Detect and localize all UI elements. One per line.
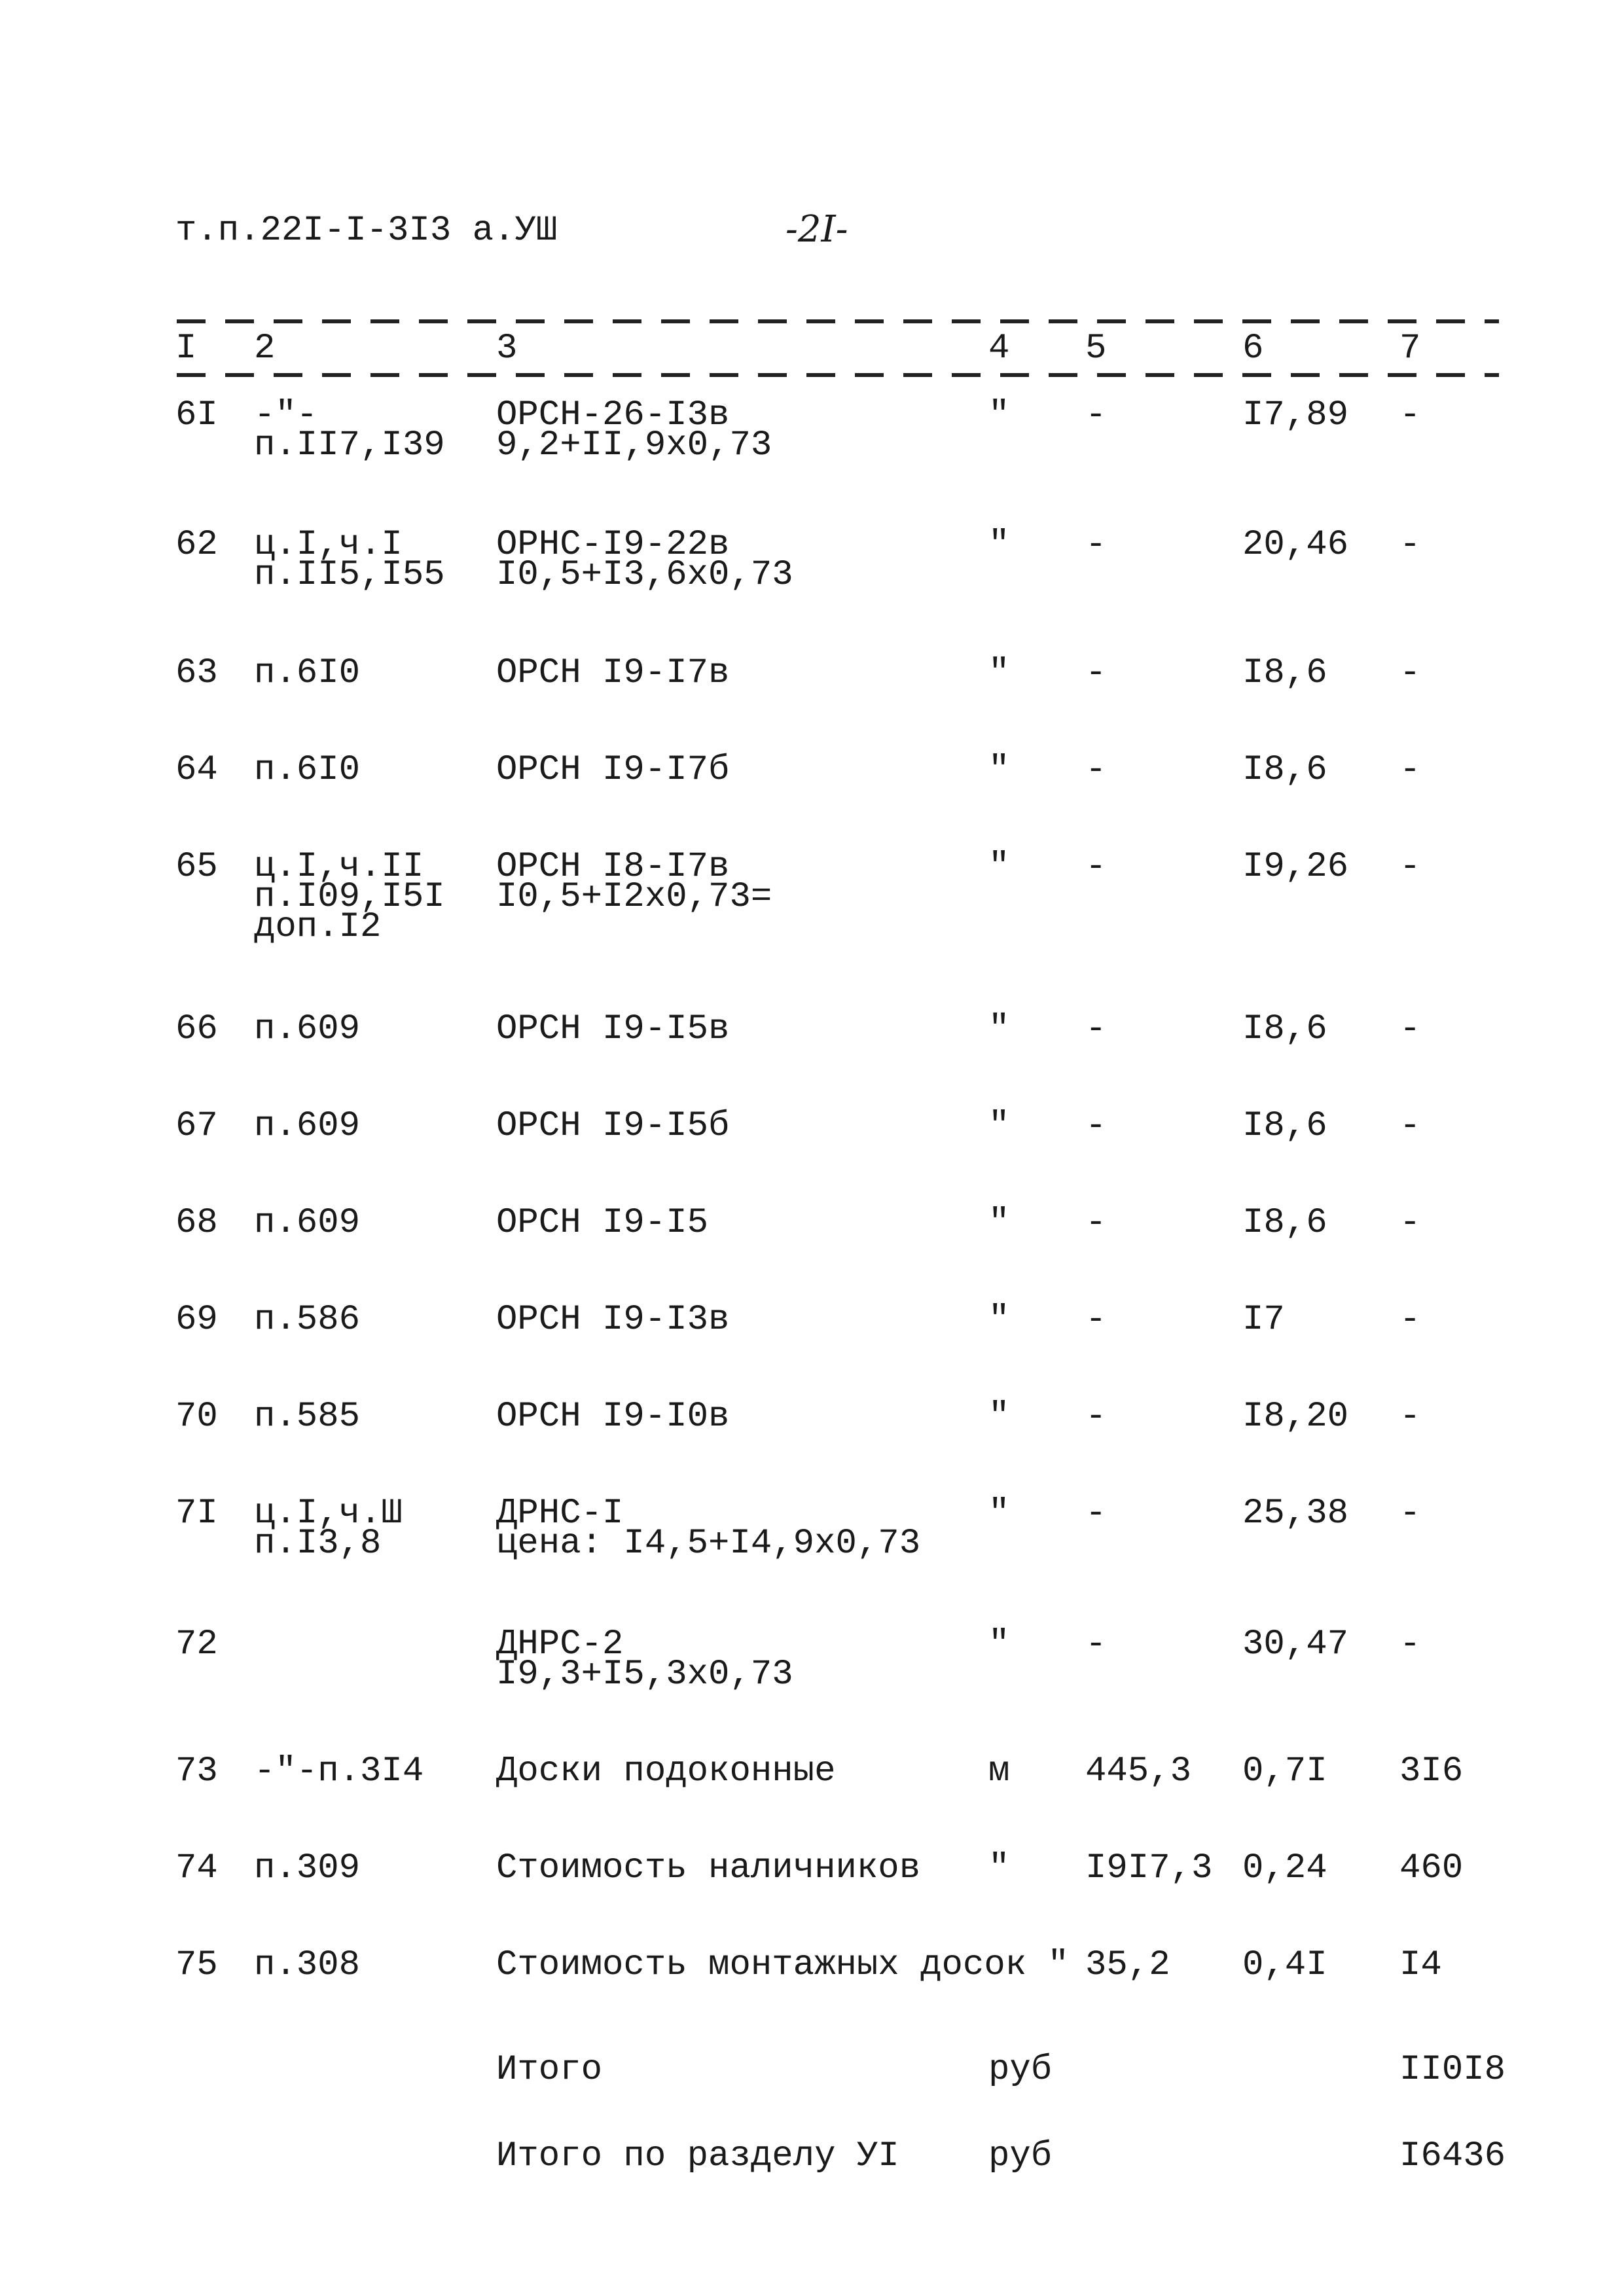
row-quantity: -: [1085, 1397, 1107, 1437]
row-description: [496, 1300, 730, 1340]
row-description: [496, 1397, 730, 1437]
row-price: 0,4I: [1242, 1945, 1327, 1985]
row-description: [496, 1945, 1069, 1985]
row-description: [496, 653, 730, 693]
row-quantity: -: [1085, 395, 1107, 435]
row-description: [496, 1624, 793, 1695]
reference-line: ц.I,ч.I: [254, 525, 403, 565]
row-price: I8,6: [1242, 653, 1327, 693]
row-unit: м: [988, 1751, 1010, 1791]
reference-line: ц.I,ч.Ш: [254, 1494, 403, 1534]
row-price: 25,38: [1242, 1494, 1349, 1534]
row-unit: ": [988, 653, 1010, 693]
row-quantity: -: [1085, 653, 1107, 693]
row-number: 72: [175, 1624, 218, 1664]
row-number: 63: [175, 653, 218, 693]
row-reference: [254, 1300, 361, 1340]
reference-line: п.I09,I5I: [254, 877, 445, 917]
row-unit: ": [988, 847, 1010, 887]
description-line: ОРСН I9-I5: [496, 1203, 709, 1243]
row-total: 3I6: [1399, 1751, 1464, 1791]
description-line: Стоимость монтажных досок ": [496, 1945, 1069, 1985]
row-total: -: [1399, 1009, 1421, 1049]
row-price: 0,7I: [1242, 1751, 1327, 1791]
row-total: -: [1399, 750, 1421, 790]
row-reference: [254, 395, 445, 465]
description-line: ОРСН I9-I3в: [496, 1300, 730, 1340]
reference-line: п.609: [254, 1009, 361, 1049]
row-reference: [254, 1945, 361, 1985]
row-reference: [254, 750, 361, 790]
description-line: цена: I4,5+I4,9х0,73: [496, 1524, 921, 1564]
column-header-4: 4: [988, 329, 1010, 368]
reference-line: п.609: [254, 1106, 361, 1146]
row-price: I8,6: [1242, 1203, 1327, 1243]
row-total: -: [1399, 395, 1421, 435]
total-value: II0I8: [1399, 2050, 1506, 2090]
row-unit: ": [988, 1848, 1010, 1888]
description-line: Стоимость наличников: [496, 1848, 921, 1888]
row-quantity: -: [1085, 525, 1107, 565]
row-reference: [254, 1203, 361, 1243]
row-total: -: [1399, 525, 1421, 565]
row-number: 70: [175, 1397, 218, 1437]
row-reference: [254, 1009, 361, 1049]
reference-line: п.309: [254, 1848, 361, 1888]
row-unit: ": [988, 750, 1010, 790]
row-unit: ": [988, 1624, 1010, 1664]
column-header-7: 7: [1399, 329, 1421, 368]
reference-line: п.308: [254, 1945, 361, 1985]
description-line: ОРСН I9-I5б: [496, 1106, 730, 1146]
total-value: I6436: [1399, 2136, 1506, 2176]
reference-line: п.II5,I55: [254, 555, 445, 595]
row-unit: ": [988, 1106, 1010, 1146]
description-line: ОРСН I9-I5в: [496, 1009, 730, 1049]
description-line: ОРНС-I9-22в: [496, 525, 730, 565]
row-description: [496, 525, 793, 595]
row-quantity: -: [1085, 1494, 1107, 1534]
reference-line: -"-: [254, 395, 318, 435]
header-rule-top: [177, 319, 1499, 323]
row-quantity: -: [1085, 1300, 1107, 1340]
row-number: 67: [175, 1106, 218, 1146]
row-reference: [254, 525, 445, 595]
row-number: 74: [175, 1848, 218, 1888]
row-reference: [254, 1848, 361, 1888]
row-number: 7I: [175, 1494, 218, 1534]
reference-line: доп.I2: [254, 907, 382, 947]
row-description: [496, 1203, 709, 1243]
description-line: 9,2+II,9х0,73: [496, 425, 772, 465]
description-line: I9,3+I5,3х0,73: [496, 1655, 793, 1695]
description-line: ОРСН-26-I3в: [496, 395, 730, 435]
row-number: 73: [175, 1751, 218, 1791]
page-number: -2I-: [785, 208, 848, 251]
row-reference: [254, 1494, 403, 1564]
column-header-6: 6: [1242, 329, 1264, 368]
row-description: [496, 1009, 730, 1049]
total-unit: руб: [988, 2136, 1053, 2176]
row-description: [496, 847, 772, 917]
row-number: 68: [175, 1203, 218, 1243]
description-line: Доски подоконные: [496, 1751, 836, 1791]
description-line: ОРСН I8-I7в: [496, 847, 730, 887]
row-price: I7: [1242, 1300, 1285, 1340]
row-price: I8,6: [1242, 750, 1327, 790]
row-price: I8,20: [1242, 1397, 1349, 1437]
reference-line: п.6I0: [254, 750, 361, 790]
row-price: I7,89: [1242, 395, 1349, 435]
row-reference: [254, 847, 445, 947]
row-quantity: 35,2: [1085, 1945, 1170, 1985]
row-description: [496, 395, 772, 465]
row-total: 460: [1399, 1848, 1464, 1888]
reference-line: п.609: [254, 1203, 361, 1243]
row-quantity: 445,3: [1085, 1751, 1192, 1791]
row-number: 69: [175, 1300, 218, 1340]
row-reference: [254, 1397, 361, 1437]
row-total: I4: [1399, 1945, 1442, 1985]
row-price: 0,24: [1242, 1848, 1327, 1888]
row-description: [496, 1848, 921, 1888]
row-total: -: [1399, 847, 1421, 887]
row-quantity: -: [1085, 1203, 1107, 1243]
description-line: ОРСН I9-I7б: [496, 750, 730, 790]
row-reference: [254, 653, 361, 693]
row-price: 20,46: [1242, 525, 1349, 565]
reference-line: п.II7,I39: [254, 425, 445, 465]
row-quantity: -: [1085, 750, 1107, 790]
row-unit: ": [988, 1494, 1010, 1534]
row-unit: ": [988, 1397, 1010, 1437]
description-line: ОРСН I9-I7в: [496, 653, 730, 693]
row-number: 62: [175, 525, 218, 565]
row-description: [496, 1106, 730, 1146]
column-header-2: 2: [254, 329, 276, 368]
total-label: Итого по разделу УI: [496, 2136, 899, 2176]
reference-line: ц.I,ч.II: [254, 847, 424, 887]
header-rule-bottom: [177, 373, 1499, 377]
row-quantity: -: [1085, 1624, 1107, 1664]
row-total: -: [1399, 1494, 1421, 1534]
row-total: -: [1399, 1397, 1421, 1437]
reference-line: -"-п.3I4: [254, 1751, 424, 1791]
description-line: ОРСН I9-I0в: [496, 1397, 730, 1437]
row-quantity: I9I7,3: [1085, 1848, 1213, 1888]
description-line: I0,5+I2х0,73=: [496, 877, 772, 917]
row-number: 75: [175, 1945, 218, 1985]
column-header-3: 3: [496, 329, 518, 368]
row-quantity: -: [1085, 1009, 1107, 1049]
row-quantity: -: [1085, 847, 1107, 887]
row-description: [496, 1494, 921, 1564]
description-line: I0,5+I3,6х0,73: [496, 555, 793, 595]
row-total: -: [1399, 1624, 1421, 1664]
page-header: т.п.22I-I-3I3 а.УШ: [175, 211, 558, 251]
column-header-1: I: [175, 329, 197, 368]
row-number: 64: [175, 750, 218, 790]
reference-line: п.586: [254, 1300, 361, 1340]
row-total: -: [1399, 1203, 1421, 1243]
row-total: -: [1399, 1300, 1421, 1340]
row-number: 66: [175, 1009, 218, 1049]
row-unit: ": [988, 1009, 1010, 1049]
row-reference: [254, 1106, 361, 1146]
row-description: [496, 1751, 836, 1791]
row-unit: ": [988, 1300, 1010, 1340]
total-label: Итого: [496, 2050, 603, 2090]
row-total: -: [1399, 653, 1421, 693]
row-quantity: -: [1085, 1106, 1107, 1146]
column-header-5: 5: [1085, 329, 1107, 368]
reference-line: п.6I0: [254, 653, 361, 693]
row-price: I8,6: [1242, 1009, 1327, 1049]
row-total: -: [1399, 1106, 1421, 1146]
description-line: ДНРС-2: [496, 1624, 624, 1664]
reference-line: п.I3,8: [254, 1524, 382, 1564]
row-price: I9,26: [1242, 847, 1349, 887]
row-reference: [254, 1751, 424, 1791]
row-unit: ": [988, 525, 1010, 565]
row-number: 6I: [175, 395, 218, 435]
row-unit: ": [988, 395, 1010, 435]
reference-line: п.585: [254, 1397, 361, 1437]
row-number: 65: [175, 847, 218, 887]
row-unit: ": [988, 1203, 1010, 1243]
total-unit: руб: [988, 2050, 1053, 2090]
description-line: ДРНС-I: [496, 1494, 624, 1534]
row-description: [496, 750, 730, 790]
row-price: I8,6: [1242, 1106, 1327, 1146]
row-price: 30,47: [1242, 1624, 1349, 1664]
